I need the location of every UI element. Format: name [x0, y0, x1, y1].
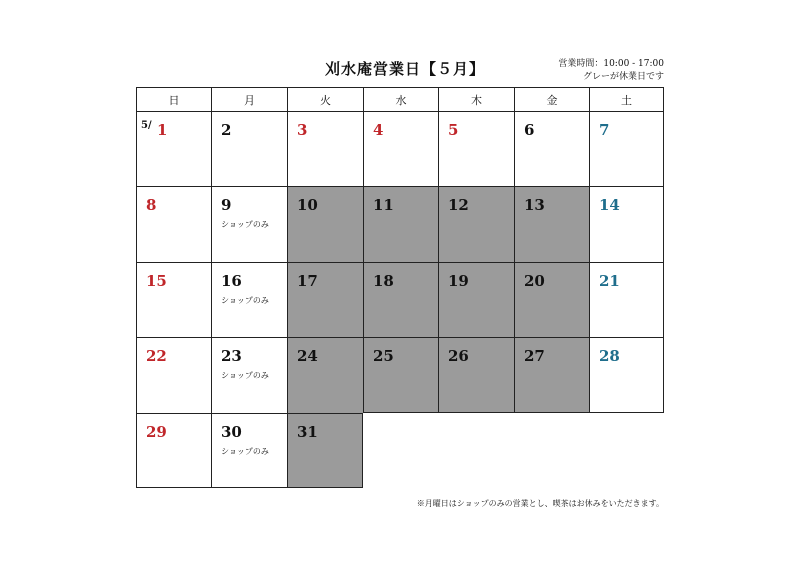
- calendar-day-cell: [287, 413, 363, 488]
- calendar-day-cell: [211, 413, 287, 488]
- weekday-header-wed: 水: [363, 87, 438, 111]
- calendar-day-cell: [589, 111, 664, 186]
- calendar-grid: [136, 87, 664, 488]
- shop-only-note: ショップのみ: [221, 371, 269, 380]
- day-number: 9: [221, 196, 232, 214]
- shop-only-note: ショップのみ: [221, 447, 269, 456]
- day-number: 13: [524, 196, 545, 214]
- day-number: 21: [599, 272, 620, 290]
- calendar-day-cell: [589, 262, 664, 337]
- calendar-day-cell: [438, 262, 514, 337]
- day-number: 15: [146, 272, 167, 290]
- day-number: 2: [221, 121, 232, 139]
- calendar-day-cell: [438, 111, 514, 186]
- page-title: 刈水庵営業日【５月】: [325, 60, 486, 78]
- calendar-day-cell: [438, 186, 514, 262]
- day-number: 23: [221, 347, 242, 365]
- day-number: 29: [146, 423, 167, 441]
- day-number: 17: [297, 272, 318, 290]
- calendar-empty-slot: [514, 413, 589, 488]
- calendar-day-cell: [589, 186, 664, 262]
- calendar-day-cell: [514, 186, 589, 262]
- day-number: 10: [297, 196, 318, 214]
- day-number: 24: [297, 347, 318, 365]
- calendar-day-cell: [363, 337, 438, 413]
- calendar-day-cell: [438, 337, 514, 413]
- day-number: 11: [373, 196, 394, 214]
- calendar-day-cell: [363, 186, 438, 262]
- calendar-day-cell: [287, 111, 363, 186]
- calendar-day-cell: [136, 262, 211, 337]
- day-number: 28: [599, 347, 620, 365]
- calendar-day-cell: [363, 111, 438, 186]
- day-number: 31: [297, 423, 318, 441]
- calendar-day-cell: [363, 262, 438, 337]
- shop-only-note: ショップのみ: [221, 220, 269, 229]
- calendar-day-cell: [589, 337, 664, 413]
- day-number: 27: [524, 347, 545, 365]
- day-number: 6: [524, 121, 535, 139]
- calendar-day-cell: [287, 337, 363, 413]
- calendar-day-cell: [514, 262, 589, 337]
- calendar-day-cell: [136, 186, 211, 262]
- calendar-empty-slot: [589, 413, 664, 488]
- calendar-day-cell: [211, 262, 287, 337]
- calendar-empty-slot: [438, 413, 514, 488]
- month-prefix: 5/: [141, 120, 152, 131]
- day-number: 14: [599, 196, 620, 214]
- day-number: 30: [221, 423, 242, 441]
- day-number: 4: [373, 121, 384, 139]
- day-number: 7: [599, 121, 610, 139]
- footnote: ※月曜日はショップのみの営業とし、喫茶はお休みをいただきます。: [416, 499, 664, 508]
- closed-legend-text: グレーが休業日です: [582, 72, 664, 82]
- day-number: 20: [524, 272, 545, 290]
- calendar-day-cell: [287, 262, 363, 337]
- weekday-header-tue: 火: [287, 87, 363, 111]
- day-number: 18: [373, 272, 394, 290]
- calendar: [136, 87, 664, 488]
- calendar-day-cell: [211, 186, 287, 262]
- day-number: 16: [221, 272, 242, 290]
- day-number: 12: [448, 196, 469, 214]
- weekday-header-sat: 土: [589, 87, 664, 111]
- calendar-day-cell: [136, 337, 211, 413]
- calendar-empty-slot: [363, 413, 438, 488]
- calendar-day-cell: [287, 186, 363, 262]
- calendar-day-cell: [211, 111, 287, 186]
- business-hours-info: [558, 58, 664, 84]
- shop-only-note: ショップのみ: [221, 296, 269, 305]
- day-number: 26: [448, 347, 469, 365]
- day-number: 3: [297, 121, 308, 139]
- day-number: 5: [448, 121, 459, 139]
- day-number: 19: [448, 272, 469, 290]
- calendar-day-cell: [136, 413, 211, 488]
- weekday-header-fri: 金: [514, 87, 589, 111]
- calendar-day-cell: [514, 337, 589, 413]
- day-number: 8: [146, 196, 157, 214]
- day-number: 1: [157, 121, 168, 139]
- day-number: 22: [146, 347, 167, 365]
- weekday-header-mon: 月: [211, 87, 287, 111]
- day-number: 25: [373, 347, 394, 365]
- calendar-day-cell: [211, 337, 287, 413]
- business-hours-text: 営業時間：10:00 - 17:00: [558, 59, 664, 69]
- calendar-day-cell: [136, 111, 211, 186]
- calendar-day-cell: [514, 111, 589, 186]
- weekday-header-sun: 日: [136, 87, 211, 111]
- weekday-header-thu: 木: [438, 87, 514, 111]
